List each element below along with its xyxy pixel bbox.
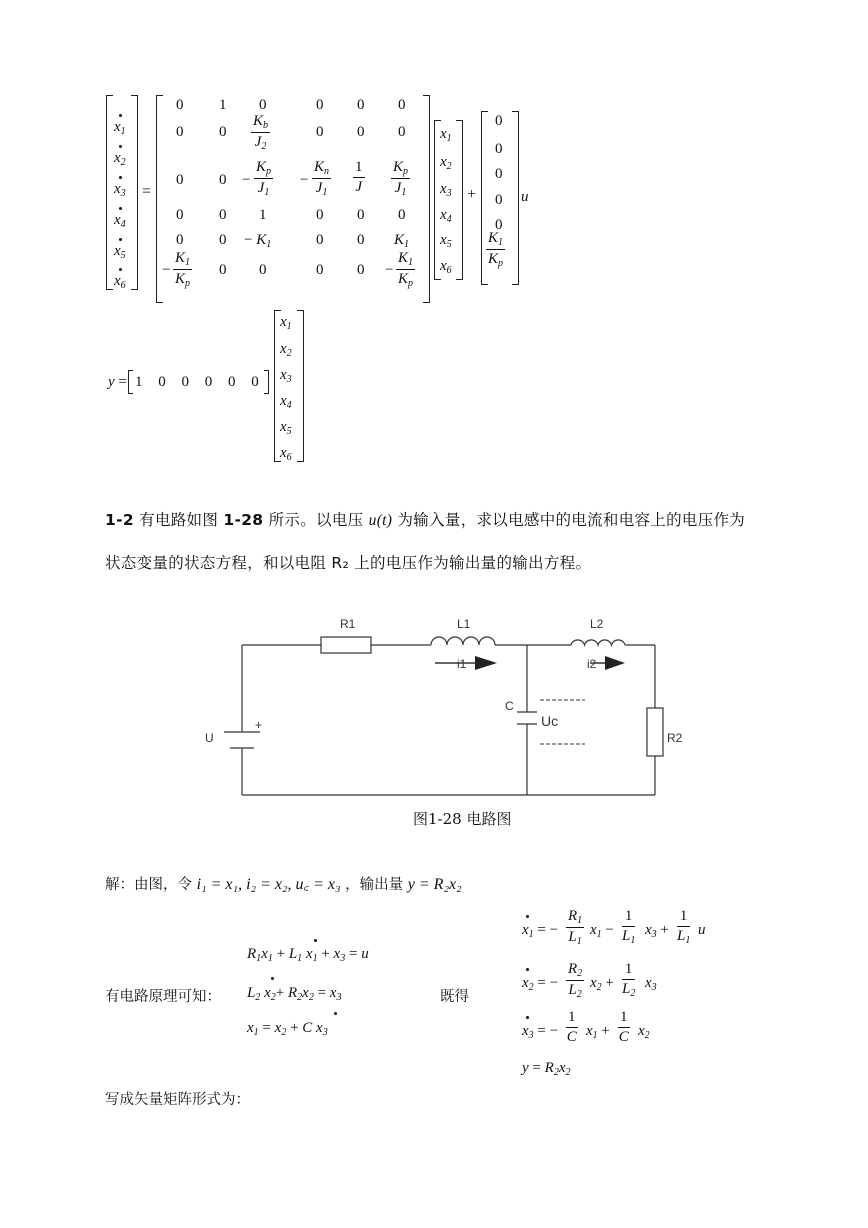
derivative-dot (119, 145, 122, 148)
derived-eq-3-term: $x_1$ + (586, 1023, 610, 1041)
state-var-x3: $x_3$ (440, 181, 452, 199)
figure-ref: 1-28 (223, 511, 264, 529)
bracket-left (274, 310, 281, 462)
label-l1: L1 (457, 617, 471, 631)
state-var-x6: $x_6$ (114, 273, 126, 291)
bracket-right (423, 95, 430, 303)
state-var-x1: $x_1$ (440, 126, 452, 144)
label-l2: L2 (590, 617, 604, 631)
state-var-x1: $x_1$ (114, 119, 126, 137)
matrix-cell: − (242, 172, 251, 188)
figure-caption: 图1-28 电路图 (413, 810, 512, 828)
b-cell: 0 (495, 192, 503, 208)
derivative-dot (526, 968, 529, 971)
state-var-x3: $x_3$ (280, 367, 292, 385)
fraction: 1 C (566, 1009, 577, 1045)
label-uc: Uc (541, 713, 559, 729)
derivative-dot (334, 1012, 337, 1015)
circuit-eq-1: $R_1x_1 + L_1$ $x_1 + x_3 = u$ (247, 946, 369, 964)
matrix-cell: 0 (357, 124, 365, 140)
derivative-dot (271, 977, 274, 980)
derived-eq-3-term: $x_2$ (638, 1023, 650, 1041)
state-var-x5: $x_5$ (440, 232, 452, 250)
label-u: U (205, 731, 214, 745)
bracket-right (456, 120, 463, 280)
state-var-x2: $x_2$ (280, 341, 292, 359)
state-var-x2: $x_2$ (114, 150, 126, 168)
output-label: ，输出量 (345, 877, 404, 893)
principle-label: 有电路原理可知： (105, 989, 221, 1005)
equals-sign: = (142, 183, 152, 200)
matrix-cell: 0 (316, 97, 324, 113)
state-var-x4: $x_4$ (114, 212, 126, 230)
arrowhead-i1 (475, 656, 497, 670)
solution-intro (105, 872, 462, 894)
label-i1: i1 (457, 657, 467, 671)
derived-eq-2-term: $x_2$ + (590, 975, 614, 993)
matrix-cell: 0 (219, 232, 227, 248)
bracket-right (297, 310, 304, 462)
matrix-cell-fraction: $K_1$ $K_p$ (175, 250, 191, 289)
fraction: $R_1$ $L_1$ (568, 908, 583, 947)
b-cell: 0 (495, 113, 503, 129)
intro-eq: i₁ = x₁, i₂ = x₂, u꜀ = x₃ (196, 876, 341, 893)
matrix-cell: − (385, 262, 394, 278)
matrix-cell: 0 (316, 124, 324, 140)
bracket-right (131, 95, 138, 290)
matrix-cell: 0 (398, 97, 406, 113)
derivative-dot (314, 939, 317, 942)
matrix-cell: 1 (259, 207, 267, 223)
matrix-cell: 0 (316, 207, 324, 223)
output-eq: y = R₂x₂ (407, 876, 462, 893)
matrix-cell: 0 (316, 232, 324, 248)
fraction: 1 $L_1$ (677, 908, 691, 946)
label-i2: i2 (587, 657, 597, 671)
matrix-cell: 0 (219, 207, 227, 223)
circuit-eq-3: $x_1 = x_2 + C$ $x_3$ (247, 1020, 328, 1038)
fraction: 1 $L_1$ (622, 908, 636, 946)
derived-eq-1-term: $x_3$ + (645, 922, 669, 940)
matrix-cell: 0 (219, 262, 227, 278)
matrix-cell: 0 (357, 232, 365, 248)
matrix-cell: 0 (398, 124, 406, 140)
resistor-r1 (321, 637, 371, 653)
derivative-dot (119, 176, 122, 179)
hence-label: 既得 (440, 989, 469, 1005)
derivative-dot (526, 1016, 529, 1019)
derived-eq-1-term: $x_1$ − (590, 922, 614, 940)
matrix-cell: 0 (398, 207, 406, 223)
matrix-cell: 0 (259, 97, 267, 113)
label-plus: + (255, 718, 263, 732)
matrix-cell: 0 (176, 232, 184, 248)
state-var-x4: $x_4$ (280, 393, 292, 411)
derivative-dot (119, 207, 122, 210)
derived-eq-1-term: u (698, 922, 706, 938)
matrix-cell: − (162, 262, 171, 278)
circuit-eq-2: $L_2$ $x_2+ R_2x_2 = x_3$ (247, 985, 342, 1003)
problem-number: 1-2 (105, 511, 134, 529)
inductor-l1 (431, 637, 495, 645)
problem-line-1 (105, 508, 745, 530)
label-c: C (505, 699, 514, 713)
label-r2: R2 (667, 731, 683, 745)
matrix-cell-fraction: $K_p$ $J_1$ (256, 159, 272, 198)
plus-sign: + (467, 186, 477, 203)
b-cell-fraction: $K_1$ $K_p$ (488, 230, 504, 269)
matrix-cell-fraction: $K_b$ $J_2$ (253, 113, 269, 152)
problem-text: 有电路如图 (139, 511, 219, 529)
circuit-diagram (195, 610, 685, 835)
matrix-cell: 0 (219, 124, 227, 140)
derived-eq-2-term: $x_3$ (645, 975, 657, 993)
inductor-l2 (571, 640, 625, 645)
input-u: u (521, 189, 529, 205)
state-var-x6: $x_6$ (280, 445, 292, 463)
derived-eq-1-lhs: $x_1$ = − (522, 922, 559, 940)
matrix-cell: 0 (357, 207, 365, 223)
fraction: $R_2$ $L_2$ (568, 961, 583, 1000)
matrix-cell-fraction: $K_1$ $K_p$ (398, 250, 414, 289)
matrix-cell: 0 (176, 124, 184, 140)
bracket-right (512, 111, 519, 285)
bracket-right (264, 370, 269, 394)
input-ut: u(t) (368, 512, 393, 529)
derivative-dot (526, 915, 529, 918)
bracket-left (434, 120, 441, 280)
matrix-cell: − (300, 172, 309, 188)
matrix-form-label: 写成矢量矩阵形式为： (105, 1092, 250, 1108)
matrix-cell: $K_1$ (394, 232, 410, 250)
derivative-dot (119, 268, 122, 271)
state-var-x1: $x_1$ (280, 314, 292, 332)
matrix-cell: 0 (357, 262, 365, 278)
matrix-cell: 0 (176, 172, 184, 188)
fraction: 1 $L_2$ (622, 961, 636, 999)
b-cell: 0 (495, 166, 503, 182)
matrix-cell: − $K_1$ (244, 232, 272, 250)
label-r1: R1 (340, 617, 356, 631)
matrix-cell: 0 (176, 207, 184, 223)
problem-text: 所示。以电压 (268, 511, 364, 529)
derivative-dot (119, 238, 122, 241)
matrix-cell: 0 (316, 262, 324, 278)
state-var-x5: $x_5$ (114, 243, 126, 261)
intro-label: 解：由图，令 (105, 877, 192, 893)
problem-line-2: 状态变量的状态方程，和以电阻 R₂ 上的电压作为输出量的输出方程。 (105, 554, 592, 572)
state-var-x4: $x_4$ (440, 207, 452, 225)
output-y: y = (108, 374, 127, 390)
b-cell: 0 (495, 217, 503, 233)
bracket-left (128, 370, 133, 394)
b-cell: 0 (495, 141, 503, 157)
matrix-cell-fraction: $K_n$ $J_1$ (314, 159, 330, 198)
derived-eq-3-lhs: $x_3$ = − (522, 1023, 559, 1041)
state-var-x6: $x_6$ (440, 258, 452, 276)
state-var-x3: $x_3$ (114, 181, 126, 199)
output-row: 1 0 0 0 0 0 (135, 374, 259, 390)
state-var-x5: $x_5$ (280, 419, 292, 437)
derived-eq-2-lhs: $x_2$ = − (522, 975, 559, 993)
matrix-cell-fraction: $K_p$ $J_1$ (393, 159, 409, 198)
matrix-cell-fraction: 1 J (355, 159, 363, 195)
arrowhead-i2 (605, 656, 625, 670)
matrix-cell: 0 (219, 172, 227, 188)
state-var-x2: $x_2$ (440, 154, 452, 172)
matrix-cell: 0 (176, 97, 184, 113)
bracket-left (106, 95, 113, 290)
resistor-r2 (647, 708, 663, 756)
derivative-dot (119, 114, 122, 117)
fraction: 1 C (618, 1009, 629, 1045)
matrix-cell: 0 (357, 97, 365, 113)
problem-text: 为输入量，求以电感中的电流和电容上的电压作为 (397, 511, 746, 529)
derived-output-eq: $y = R_2x_2$ (522, 1060, 571, 1078)
matrix-cell: 1 (219, 97, 227, 113)
matrix-cell: 0 (259, 262, 267, 278)
